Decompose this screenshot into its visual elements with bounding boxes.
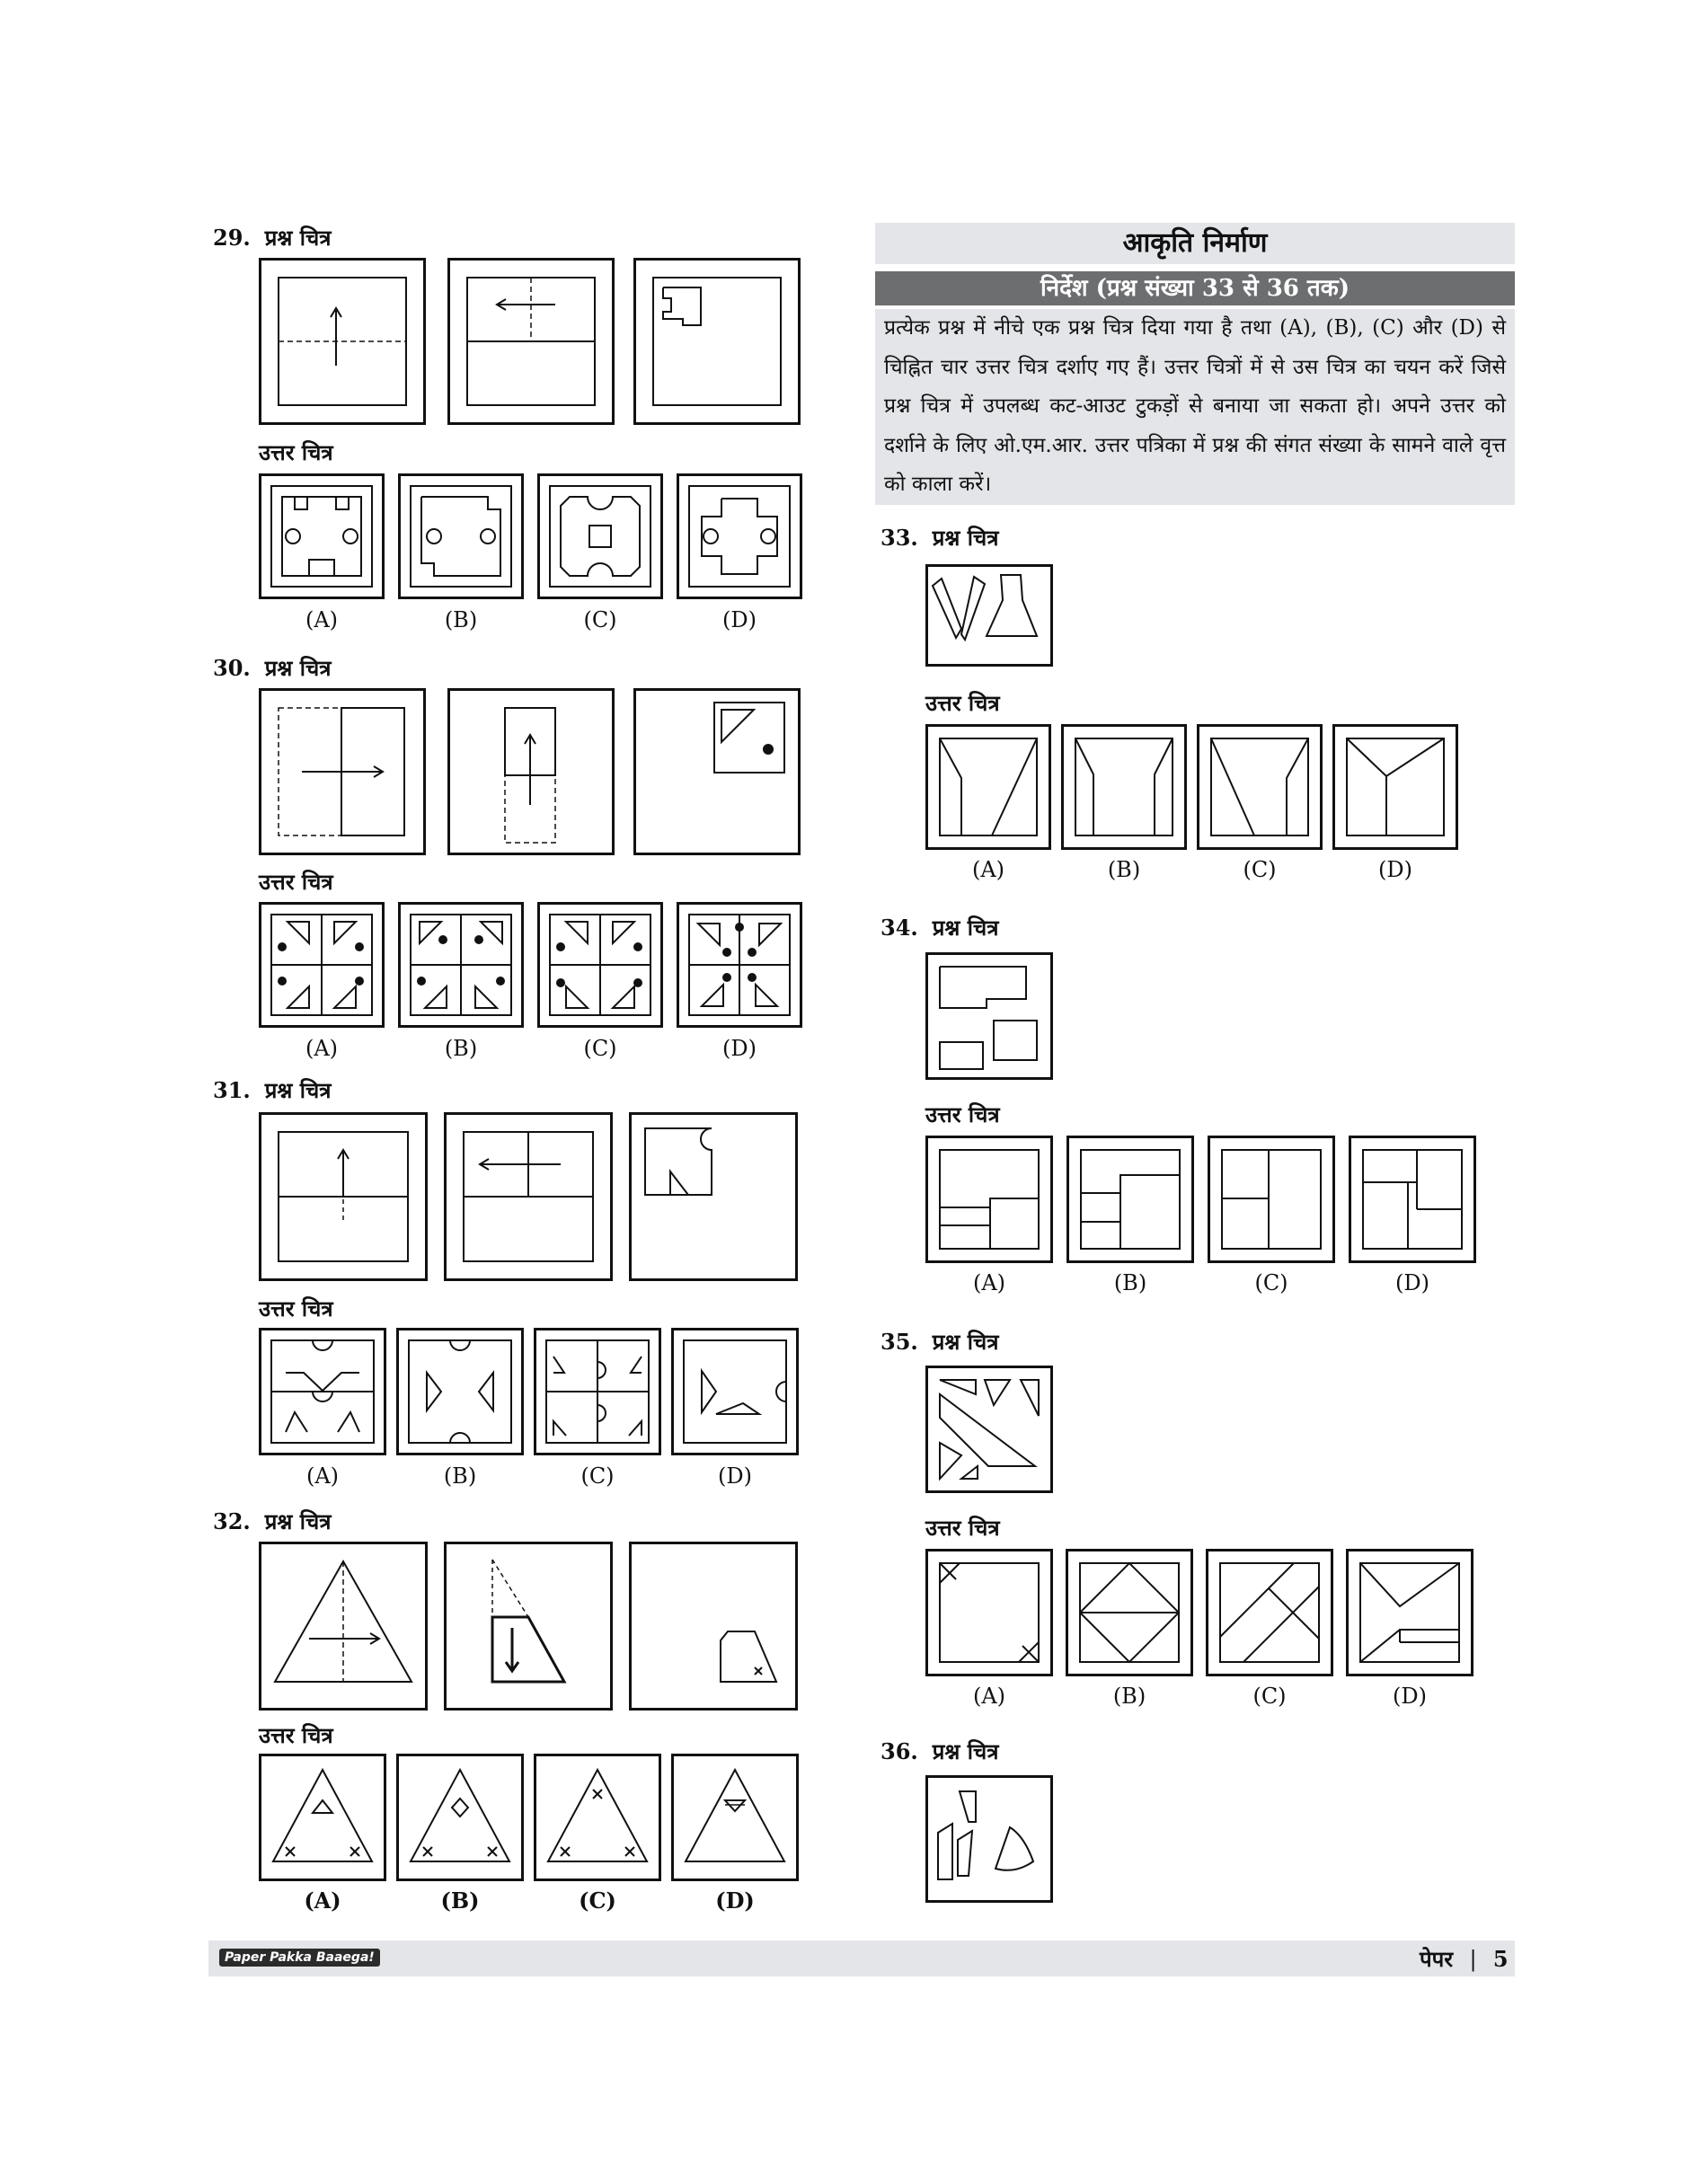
question-figure-label: प्रश्न चित्र: [264, 225, 332, 251]
page-info: [1420, 1944, 1509, 1974]
question-31-figure-2: [444, 1112, 613, 1281]
brand-logo: Paper Pakka Baaega!: [219, 1949, 380, 1967]
question-30-figure-1: [259, 688, 426, 855]
question-33-option-d[interactable]: [1332, 724, 1458, 850]
option-label-b: (B): [440, 1887, 480, 1914]
question-33-heading: [881, 523, 998, 553]
option-label-b: (B): [444, 607, 478, 632]
question-34-option-b[interactable]: [1066, 1136, 1194, 1263]
question-33-figure: [925, 564, 1053, 667]
question-36-figure: [925, 1775, 1053, 1903]
question-34-heading: [881, 913, 998, 942]
question-32-option-d[interactable]: [671, 1754, 799, 1881]
question-31-heading: [213, 1075, 331, 1105]
option-label-a: (A): [972, 1270, 1006, 1295]
question-29-option-a[interactable]: [259, 473, 385, 599]
question-figure-label: प्रश्न चित्र: [932, 1329, 999, 1355]
answer-figure-label: उत्तर चित्र: [259, 869, 333, 895]
answer-figure-label: उत्तर चित्र: [259, 1295, 333, 1322]
question-35-figure: [925, 1366, 1053, 1493]
question-number: 29.: [213, 225, 251, 251]
option-label-d: (D): [722, 1036, 757, 1061]
question-number: 33.: [881, 525, 918, 551]
answer-figure-label: उत्तर चित्र: [925, 690, 1000, 716]
option-label-d: (D): [722, 607, 757, 632]
question-31-option-a[interactable]: [259, 1328, 386, 1455]
option-label-d: (D): [1395, 1270, 1429, 1295]
option-label-c: (C): [580, 1463, 615, 1489]
question-30-figure-3: [633, 688, 801, 855]
option-label-c: (C): [583, 1036, 617, 1061]
question-34-option-a[interactable]: [925, 1136, 1053, 1263]
option-label-a: (A): [305, 1463, 340, 1489]
question-figure-label: प्रश्न चित्र: [932, 1738, 999, 1764]
question-30-figure-2: [447, 688, 615, 855]
directions-heading: निर्देश (प्रश्न संख्या 33 से 36 तक): [875, 271, 1515, 305]
option-label-c: (C): [579, 1887, 616, 1914]
option-label-b: (B): [1112, 1684, 1146, 1709]
question-34-figure: [925, 952, 1053, 1080]
question-32-heading: [213, 1507, 331, 1536]
question-29-figure-3: [633, 258, 801, 425]
question-figure-label: प्रश्न चित्र: [264, 655, 332, 681]
option-label-c: (C): [1254, 1270, 1288, 1295]
answer-figure-label: उत्तर चित्र: [925, 1515, 1000, 1541]
question-35-heading: [881, 1327, 998, 1357]
question-number: 36.: [881, 1738, 918, 1764]
footer-label: पेपर: [1420, 1946, 1454, 1972]
option-label-a: (A): [305, 607, 339, 632]
question-32-option-c[interactable]: [534, 1754, 661, 1881]
question-35-option-a[interactable]: [925, 1549, 1053, 1676]
question-35-option-b[interactable]: [1066, 1549, 1193, 1676]
question-34-option-c[interactable]: [1208, 1136, 1335, 1263]
question-32-figure-3: [629, 1542, 798, 1711]
question-30-option-d[interactable]: [677, 902, 802, 1028]
question-number: 35.: [881, 1329, 918, 1355]
option-label-b: (B): [444, 1036, 478, 1061]
question-36-heading: [881, 1737, 998, 1766]
option-label-a: (A): [304, 1887, 341, 1914]
option-label-a: (A): [305, 1036, 339, 1061]
question-32-option-b[interactable]: [396, 1754, 524, 1881]
question-31-option-c[interactable]: [534, 1328, 661, 1455]
option-label-c: (C): [583, 607, 617, 632]
question-number: 34.: [881, 915, 918, 941]
option-label-b: (B): [443, 1463, 477, 1489]
question-31-option-d[interactable]: [671, 1328, 799, 1455]
section-title: आकृति निर्माण: [875, 223, 1515, 264]
question-33-option-b[interactable]: [1061, 724, 1187, 850]
question-figure-label: प्रश्न चित्र: [264, 1508, 332, 1534]
option-label-c: (C): [1243, 857, 1277, 882]
question-figure-label: प्रश्न चित्र: [932, 915, 999, 941]
option-label-d: (D): [1378, 857, 1412, 882]
question-32-option-a[interactable]: [259, 1754, 386, 1881]
question-30-option-a[interactable]: [259, 902, 385, 1028]
option-label-b: (B): [1113, 1270, 1147, 1295]
question-figure-label: प्रश्न चित्र: [264, 1077, 332, 1103]
option-label-a: (A): [972, 1684, 1006, 1709]
option-label-c: (C): [1252, 1684, 1287, 1709]
question-31-figure-1: [259, 1112, 428, 1281]
question-number: 31.: [213, 1077, 251, 1103]
question-32-figure-1: [259, 1542, 428, 1711]
question-30-heading: [213, 653, 331, 683]
question-figure-label: प्रश्न चित्र: [932, 525, 999, 551]
directions-text: प्रत्येक प्रश्न में नीचे एक प्रश्न चित्र दिया गया है तथा (A), (B), (C) और (D) से चिह्नित चार उत्तर चित्र दर्शाए गए हैं। उत्तर चित्रों में से उस चित्र का चयन करें जिसे प्रश्न चित्र में उपलब्ध कट-आउट टुकड़ों से बनाया जा सकता हो। अपने उत्तर को दर्शाने के लिए ओ.एम.आर. उत्तर पत्रिका में प्रश्न की संगत संख्या के सामने वाले वृत्त को काला करें।: [875, 309, 1515, 505]
question-32-figure-2: [444, 1542, 613, 1711]
question-29-option-d[interactable]: [677, 473, 802, 599]
answer-figure-label: उत्तर चित्र: [925, 1101, 1000, 1127]
option-label-d: (D): [718, 1463, 752, 1489]
option-label-a: (A): [971, 857, 1005, 882]
page-number: 5: [1492, 1946, 1509, 1972]
question-30-option-b[interactable]: [398, 902, 524, 1028]
answer-figure-label: उत्तर चित्र: [259, 439, 333, 465]
question-29-option-c[interactable]: [537, 473, 663, 599]
option-label-d: (D): [715, 1887, 755, 1914]
option-label-b: (B): [1107, 857, 1141, 882]
question-31-figure-3: [629, 1112, 798, 1281]
question-33-option-a[interactable]: [925, 724, 1051, 850]
question-29-heading: [213, 223, 331, 252]
question-31-option-b[interactable]: [396, 1328, 524, 1455]
question-number: 30.: [213, 655, 251, 681]
question-29-option-b[interactable]: [398, 473, 524, 599]
question-29-figure-2: [447, 258, 615, 425]
question-34-option-d[interactable]: [1349, 1136, 1476, 1263]
question-35-option-c[interactable]: [1206, 1549, 1333, 1676]
footer-bar: [208, 1940, 1515, 1976]
option-label-d: (D): [1393, 1684, 1427, 1709]
question-35-option-d[interactable]: [1346, 1549, 1473, 1676]
question-30-option-c[interactable]: [537, 902, 663, 1028]
question-33-option-c[interactable]: [1197, 724, 1323, 850]
question-29-figure-1: [259, 258, 426, 425]
question-number: 32.: [213, 1508, 251, 1534]
answer-figure-label: उत्तर चित्र: [259, 1722, 333, 1748]
footer-separator: |: [1469, 1947, 1477, 1972]
